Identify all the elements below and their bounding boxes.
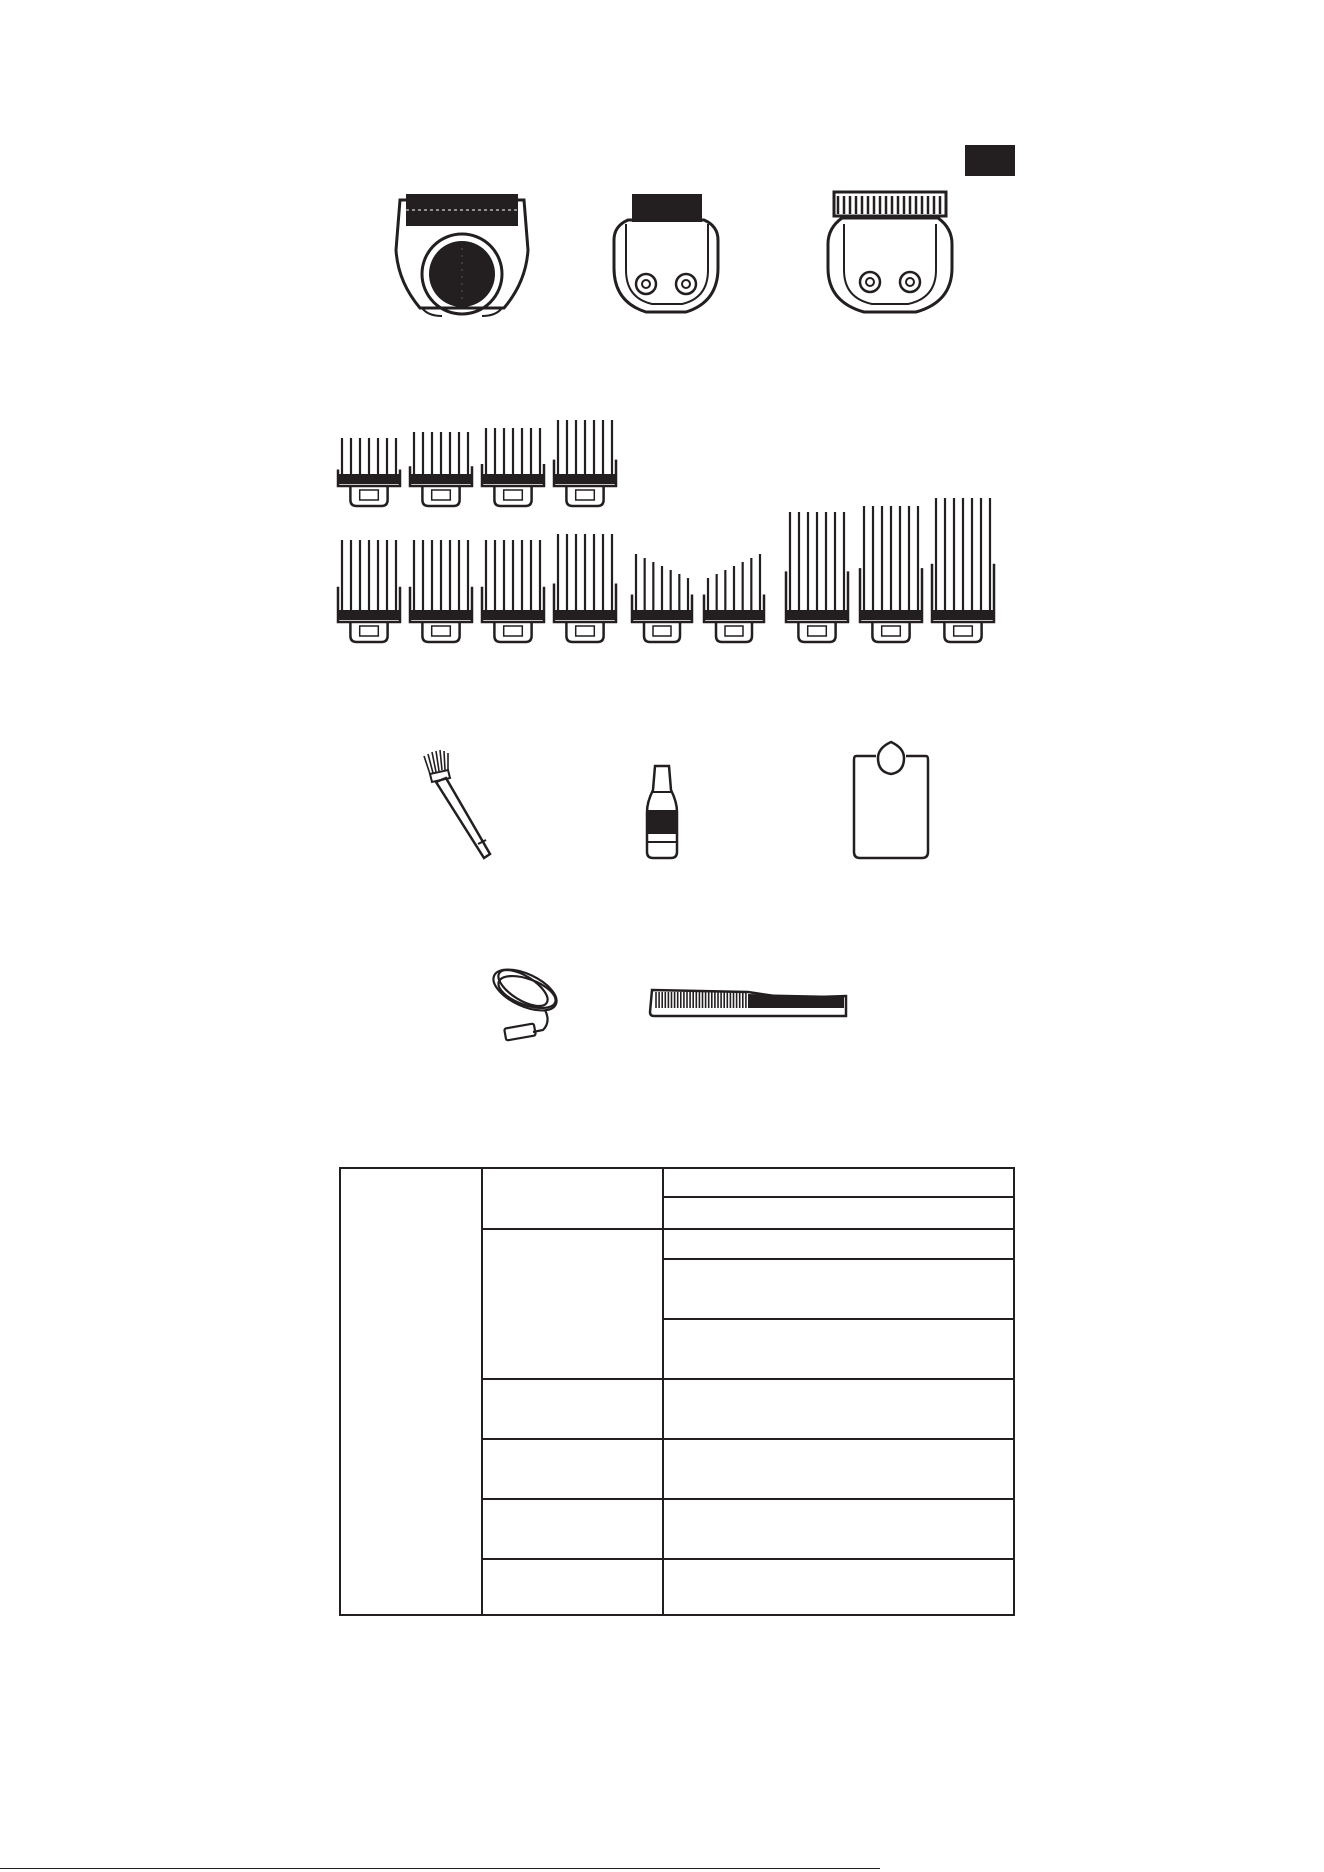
rotary-foil-head-icon (392, 190, 532, 320)
guide-comb (786, 512, 848, 642)
guide-comb (338, 438, 400, 506)
charging-cable-icon (485, 960, 575, 1042)
spec-table (339, 1167, 1015, 1616)
guide-comb (932, 498, 994, 642)
fine-detail-blade-head-icon (600, 190, 730, 320)
guide-comb (482, 540, 544, 642)
guide-comb (554, 534, 616, 642)
styling-comb-icon (648, 986, 850, 1020)
guide-comb (338, 540, 400, 642)
oil-bottle-icon (643, 762, 683, 862)
guide-comb (482, 428, 544, 506)
guide-comb (554, 420, 616, 506)
guide-comb (632, 554, 692, 642)
language-tab-marker (965, 145, 1015, 176)
guide-comb (410, 432, 472, 506)
guide-comb (860, 506, 922, 642)
footer-rule (0, 1868, 880, 1869)
cleaning-brush-icon (420, 748, 500, 862)
t-blade-head-icon (820, 188, 960, 320)
guide-comb (410, 540, 472, 642)
guide-comb (704, 554, 764, 642)
guide-combs-set (330, 408, 1020, 648)
cape-icon (852, 738, 930, 862)
